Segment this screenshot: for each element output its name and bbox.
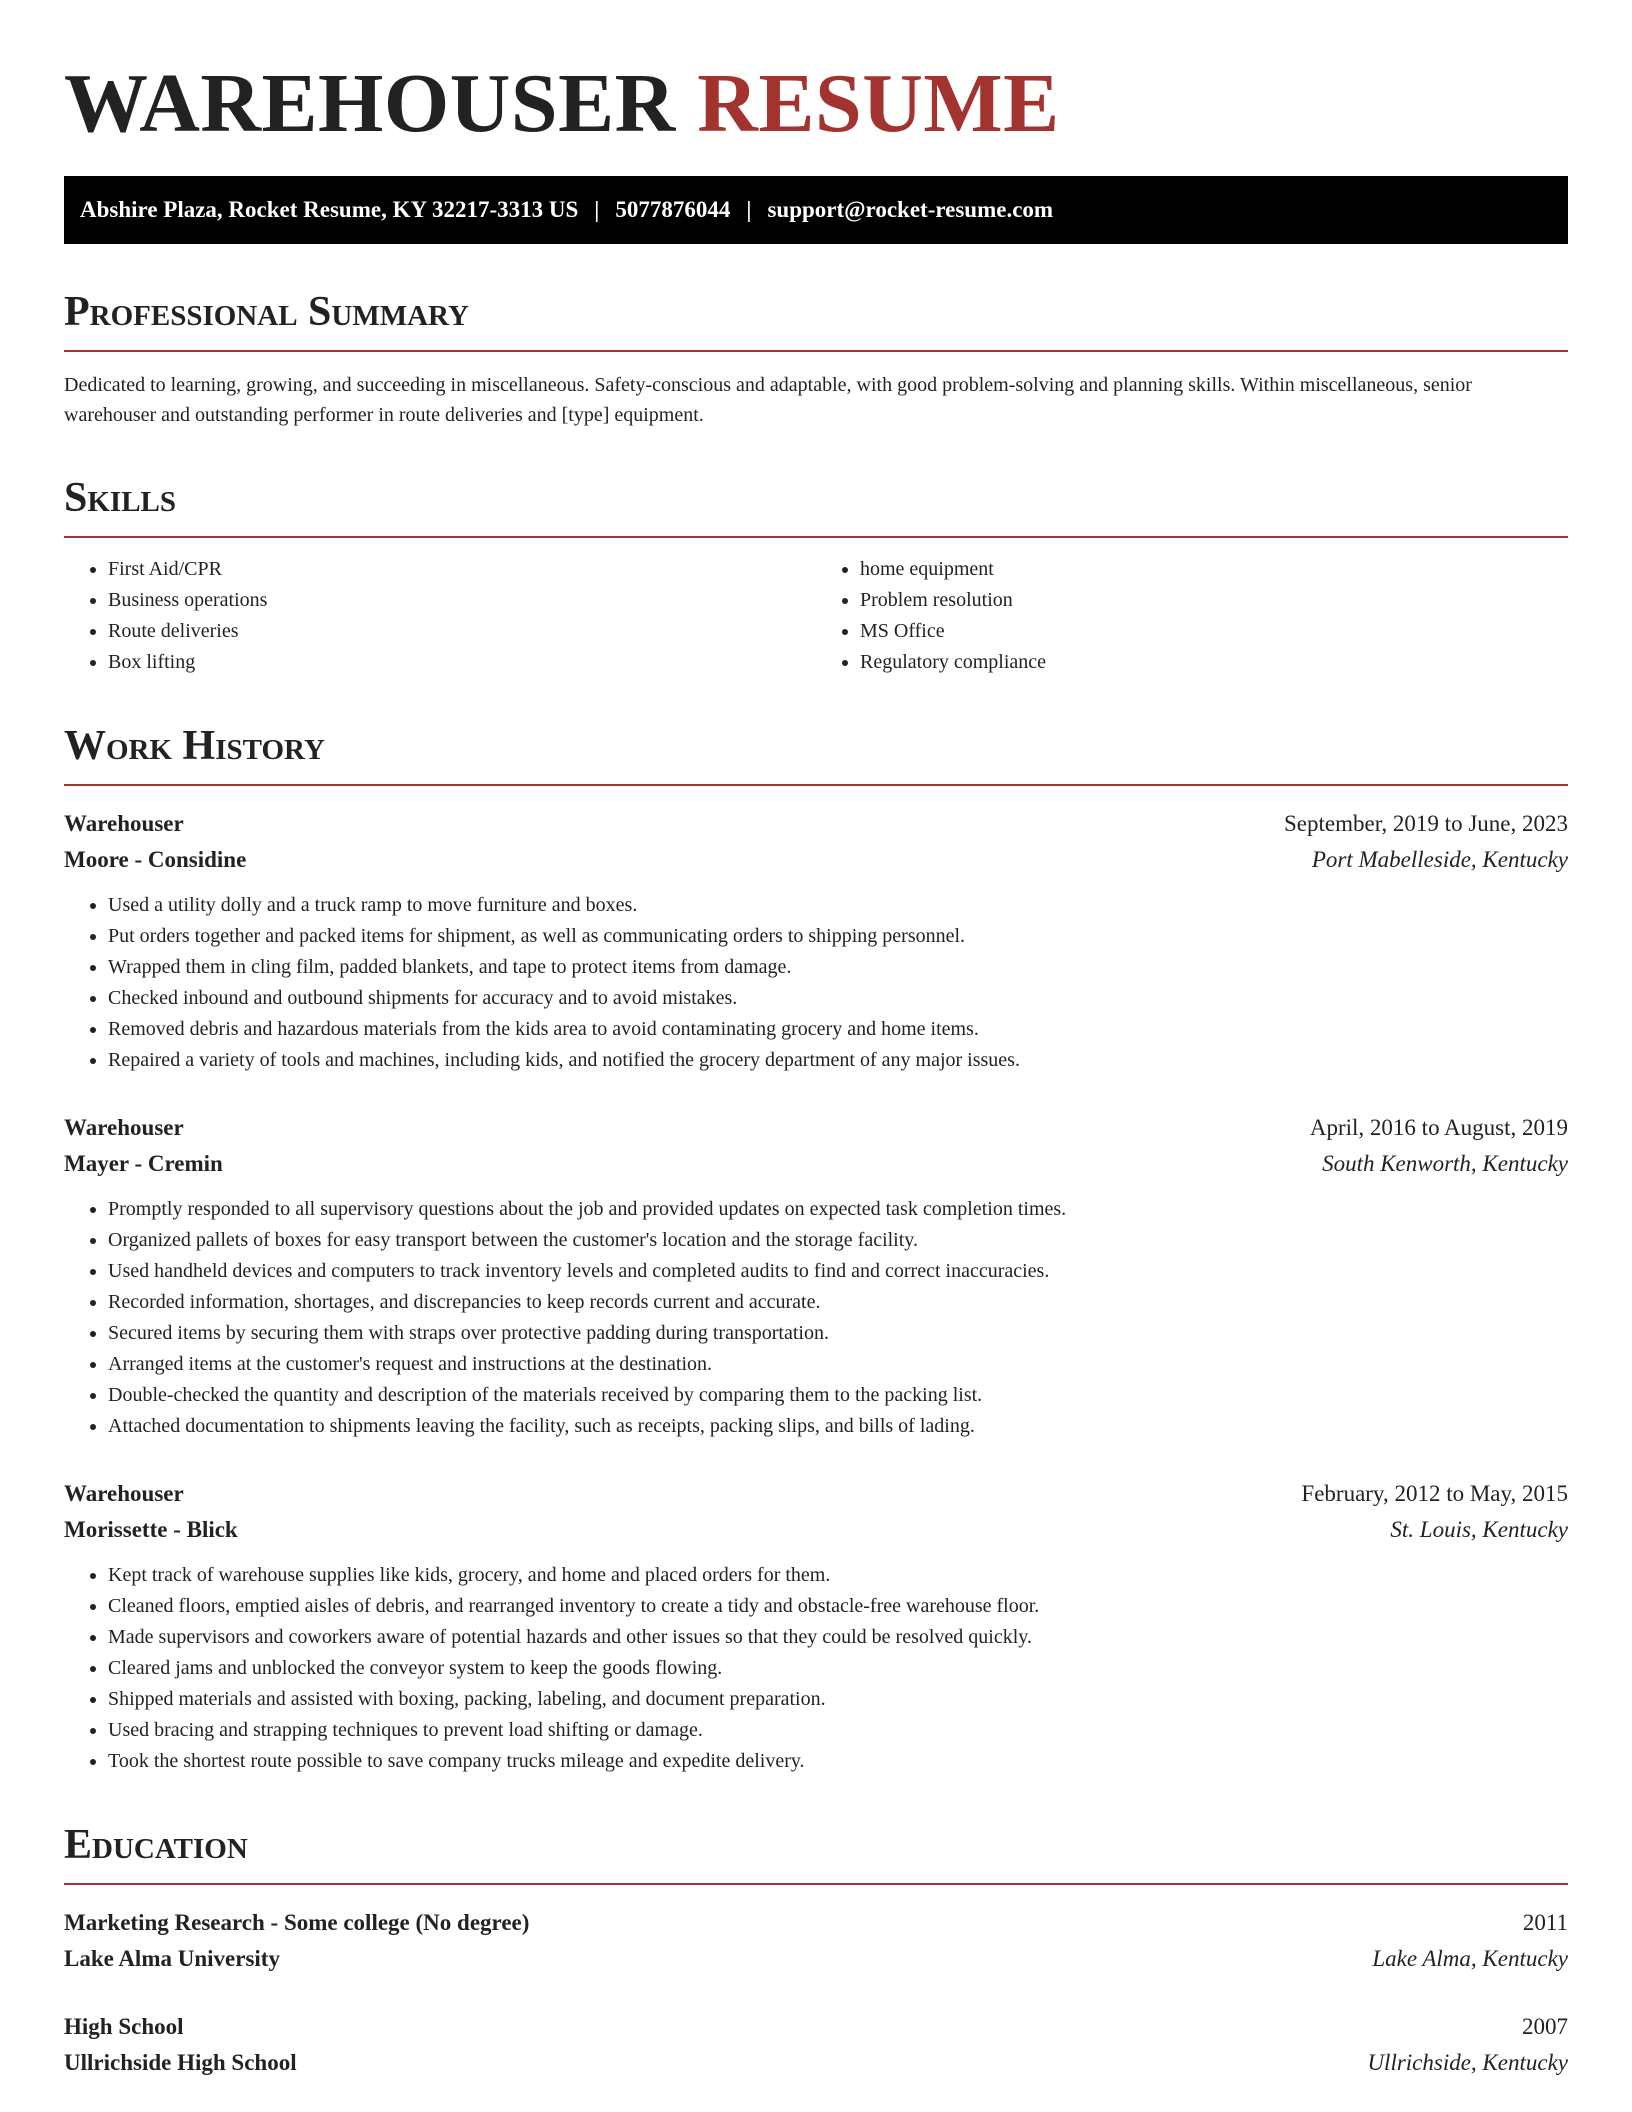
skill-item: • Regulatory compliance: [860, 647, 1568, 678]
skill-item: • Box lifting: [108, 647, 816, 678]
work-history-section: [64, 722, 1568, 1777]
job-dates: April, 2016 to August, 2019: [1309, 1115, 1568, 1140]
job-entry: [64, 1110, 1568, 1442]
job-duty: • Cleared jams and unblocked the conveyor system to keep the goods flowing.: [108, 1653, 1568, 1684]
job-location: Port Mabelleside, Kentucky: [1311, 847, 1568, 872]
job-duty: • Arranged items at the customer's request and instructions at the destination.: [108, 1349, 1568, 1380]
job-title-row: [64, 806, 1568, 842]
contact-address: Abshire Plaza, Rocket Resume, KY 32217-3313 US: [80, 197, 579, 222]
skill-item: • Problem resolution: [860, 585, 1568, 616]
job-title: Warehouser: [64, 811, 184, 836]
job-duty: • Double-checked the quantity and description of the materials received by comparing them to the packing list.: [108, 1380, 1568, 1411]
summary-section: [64, 288, 1568, 430]
summary-text: Dedicated to learning, growing, and succeeding in miscellaneous. Safety-conscious and adaptable, with good problem-solving and planning skills. Within miscellaneous, senior warehouser and outstanding performer in route deliveries and [type] equipment.: [64, 374, 1472, 426]
skills-section: [64, 474, 1568, 678]
job-company: Morissette - Blick: [64, 1517, 238, 1542]
job-duty: • Used bracing and strapping techniques to prevent load shifting or damage.: [108, 1715, 1568, 1746]
skill-item: • MS Office: [860, 616, 1568, 647]
title-role: WAREHOUSER: [64, 57, 676, 150]
education-location: Ullrichside, Kentucky: [1367, 2050, 1568, 2075]
education-heading: Education: [64, 1821, 1568, 1885]
education-degree-row: [64, 1905, 1568, 1941]
skills-grid: [64, 554, 1568, 678]
job-company-row: [64, 842, 1568, 878]
job-duty: • Promptly responded to all supervisory questions about the job and provided updates on expected task completion times.: [108, 1194, 1568, 1225]
job-duty: • Shipped materials and assisted with boxing, packing, labeling, and document preparation.: [108, 1684, 1568, 1715]
job-title: Warehouser: [64, 1481, 184, 1506]
job-entry: [64, 1476, 1568, 1777]
job-duty: • Attached documentation to shipments leaving the facility, such as receipts, packing slips, and bills of lading.: [108, 1411, 1568, 1442]
job-duty: • Kept track of warehouse supplies like kids, grocery, and home and placed orders for them.: [108, 1560, 1568, 1591]
contact-separator: |: [594, 197, 600, 222]
job-company: Mayer - Cremin: [64, 1151, 223, 1176]
education-degree: Marketing Research - Some college (No degree): [64, 1910, 530, 1935]
education-school-row: [64, 1941, 1568, 1977]
skills-list-left: [64, 554, 816, 678]
skill-item: • home equipment: [860, 554, 1568, 585]
job-duty: • Put orders together and packed items for shipment, as well as communicating orders to shipping personnel.: [108, 921, 1568, 952]
contact-email: support@rocket-resume.com: [767, 197, 1054, 222]
job-company-row: [64, 1146, 1568, 1182]
job-duty: • Took the shortest route possible to save company trucks mileage and expedite delivery.: [108, 1746, 1568, 1777]
job-duties-list: [64, 1560, 1568, 1777]
education-year: 2007: [1522, 2014, 1568, 2039]
contact-bar: [64, 176, 1568, 244]
job-duty: • Wrapped them in cling film, padded blankets, and tape to protect items from damage.: [108, 952, 1568, 983]
skill-item: • First Aid/CPR: [108, 554, 816, 585]
education-entry: [64, 2009, 1568, 2081]
education-location: Lake Alma, Kentucky: [1372, 1946, 1568, 1971]
job-location: St. Louis, Kentucky: [1390, 1517, 1568, 1542]
job-dates: February, 2012 to May, 2015: [1301, 1481, 1568, 1506]
job-duty: • Removed debris and hazardous materials from the kids area to avoid contaminating grocery and home items.: [108, 1014, 1568, 1045]
title-word-resume: RESUME: [697, 57, 1060, 150]
summary-heading: Professional Summary: [64, 288, 1568, 352]
education-school: Ullrichside High School: [64, 2050, 297, 2075]
job-duty: • Made supervisors and coworkers aware of potential hazards and other issues so that they could be resolved quickly.: [108, 1622, 1568, 1653]
job-duty: • Cleaned floors, emptied aisles of debris, and rearranged inventory to create a tidy and obstacle-free warehouse floor.: [108, 1591, 1568, 1622]
education-year: 2011: [1522, 1910, 1568, 1935]
skills-list-right: [816, 554, 1568, 678]
job-duties-list: [64, 1194, 1568, 1442]
job-duty: • Recorded information, shortages, and discrepancies to keep records current and accurate.: [108, 1287, 1568, 1318]
job-title-row: [64, 1476, 1568, 1512]
skill-item: • Route deliveries: [108, 616, 816, 647]
skills-heading: Skills: [64, 474, 1568, 538]
contact-separator: |: [746, 197, 752, 222]
job-title-row: [64, 1110, 1568, 1146]
job-entry: [64, 806, 1568, 1076]
job-duty: • Used a utility dolly and a truck ramp to move furniture and boxes.: [108, 890, 1568, 921]
skill-item: • Business operations: [108, 585, 816, 616]
job-company-row: [64, 1512, 1568, 1548]
job-duty: • Secured items by securing them with straps over protective padding during transportation.: [108, 1318, 1568, 1349]
job-company: Moore - Considine: [64, 847, 247, 872]
education-section: [64, 1821, 1568, 2081]
contact-phone: 5077876044: [615, 197, 731, 222]
education-school-row: [64, 2045, 1568, 2081]
job-title: Warehouser: [64, 1115, 184, 1140]
education-degree-row: [64, 2009, 1568, 2045]
job-duty: • Repaired a variety of tools and machines, including kids, and notified the grocery department of any major issues.: [108, 1045, 1568, 1076]
work-history-heading: Work History: [64, 722, 1568, 786]
job-duty: • Used handheld devices and computers to track inventory levels and completed audits to find and correct inaccuracies.: [108, 1256, 1568, 1287]
education-entry: [64, 1905, 1568, 1977]
job-duty: • Organized pallets of boxes for easy transport between the customer's location and the storage facility.: [108, 1225, 1568, 1256]
job-dates: September, 2019 to June, 2023: [1284, 811, 1568, 836]
resume-title: [64, 56, 1568, 152]
education-school: Lake Alma University: [64, 1946, 280, 1971]
job-location: South Kenworth, Kentucky: [1322, 1151, 1568, 1176]
education-degree: High School: [64, 2014, 184, 2039]
job-duties-list: [64, 890, 1568, 1076]
job-duty: • Checked inbound and outbound shipments for accuracy and to avoid mistakes.: [108, 983, 1568, 1014]
